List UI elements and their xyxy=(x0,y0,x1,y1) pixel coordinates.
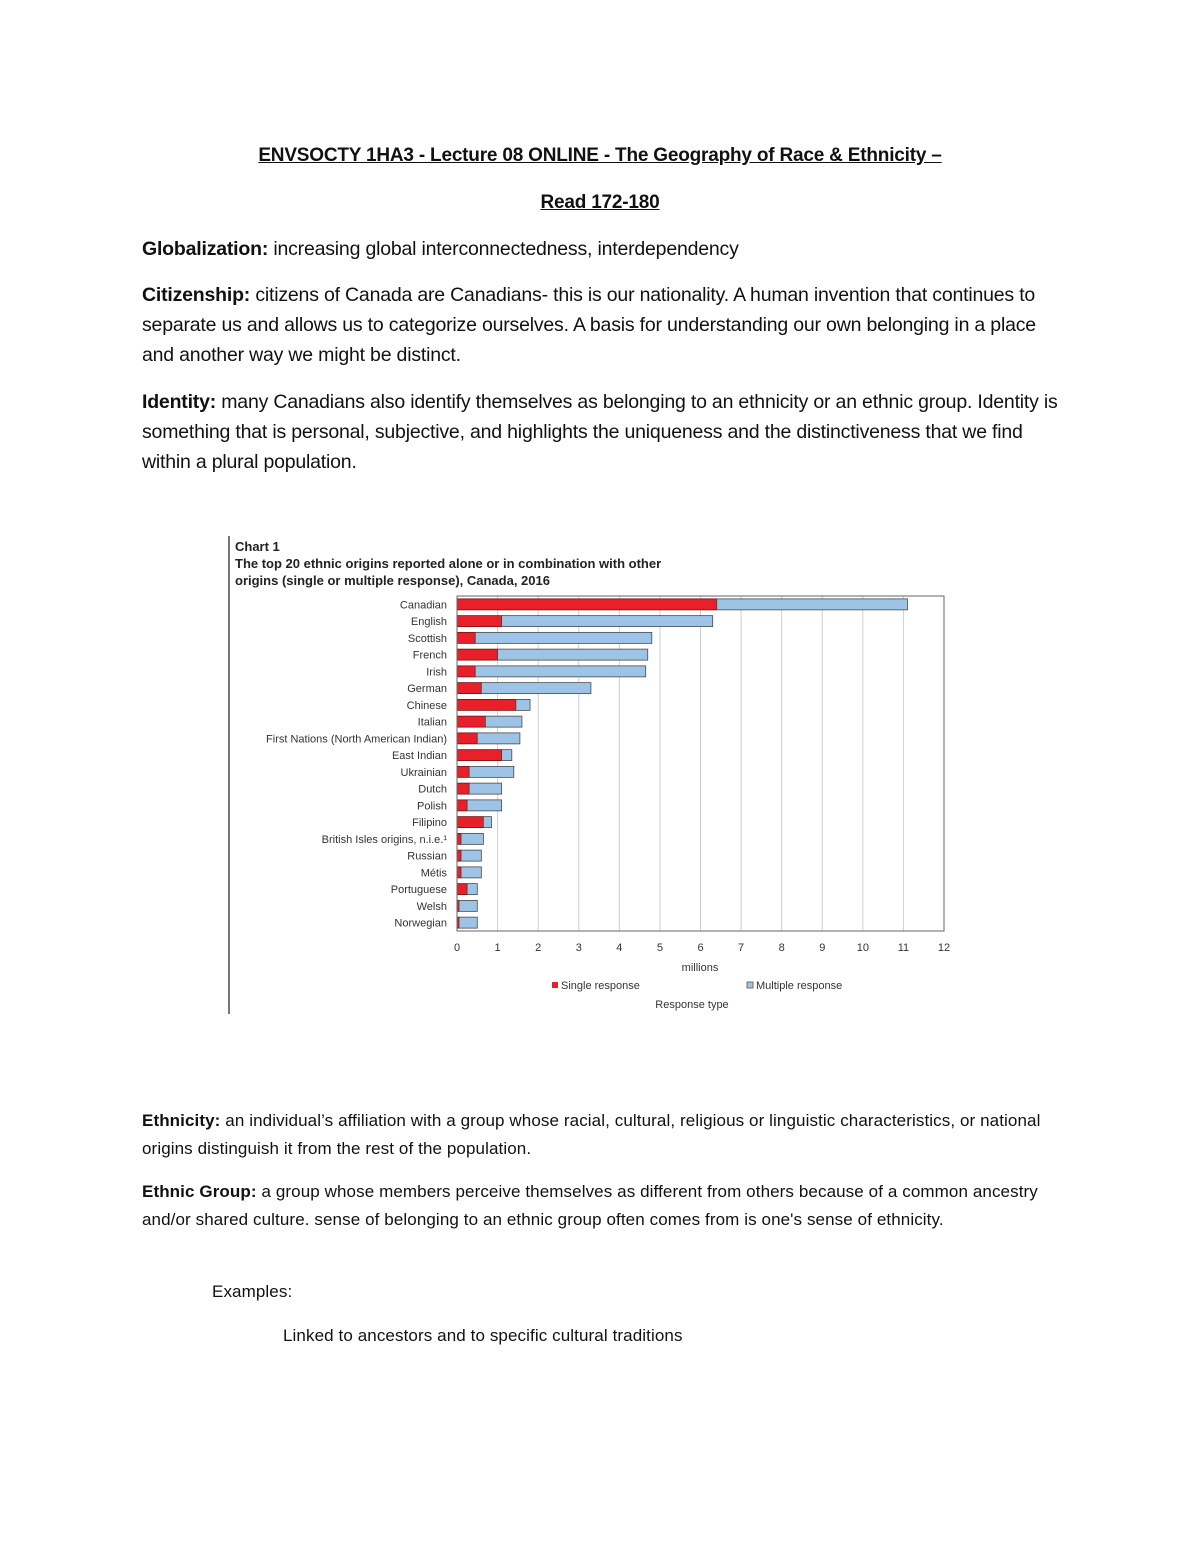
bar-multiple-response xyxy=(467,800,501,811)
bar-multiple-response xyxy=(516,699,530,710)
y-category-label: Scottish xyxy=(407,632,447,645)
bar-multiple-response xyxy=(467,884,477,895)
bar-multiple-response xyxy=(461,850,481,861)
bar-multiple-response xyxy=(469,783,501,794)
x-tick-label: 12 xyxy=(937,942,951,954)
reading-reference: Read 172-180 xyxy=(540,192,660,213)
y-category-label: Italian xyxy=(417,716,447,729)
bar-multiple-response xyxy=(498,649,648,660)
definition-text: many Canadians also identify themselves as belonging to an ethnicity or an ethnic group. Identity is something that is personal, subjective, and highlights the uniqueness and the distinctiveness that we find within a plural population. xyxy=(142,391,1058,473)
y-category-label: Polish xyxy=(417,800,447,813)
definition-text: an individual’s affiliation with a group whose racial, cultural, religious or linguistic characteristics, or national origins distinguish it from the rest of the population. xyxy=(142,1111,1041,1158)
y-category-label: Métis xyxy=(420,867,447,880)
x-tick-label: 4 xyxy=(616,942,623,954)
bar-single-response xyxy=(457,599,717,610)
x-tick-label: 6 xyxy=(697,942,704,954)
y-category-label: Dutch xyxy=(418,783,447,796)
x-tick-label: 9 xyxy=(819,942,826,954)
y-category-label: English xyxy=(410,616,447,629)
x-tick-label: 2 xyxy=(535,942,542,954)
chart-title-line2: origins (single or multiple response), Canada, 2016 xyxy=(235,573,550,588)
bar-multiple-response xyxy=(475,632,652,643)
term-ethnic-group: Ethnic Group: xyxy=(142,1182,257,1201)
term-identity: Identity: xyxy=(142,391,217,413)
bar-single-response xyxy=(457,750,502,761)
examples-label: Examples: xyxy=(212,1282,293,1301)
bar-multiple-response xyxy=(481,683,591,694)
bar-single-response xyxy=(457,699,516,710)
page-title: ENVSOCTY 1HA3 - Lecture 08 ONLINE - The Geography of Race & Ethnicity – xyxy=(258,145,942,166)
y-category-label: First Nations (North American Indian) xyxy=(266,733,447,746)
definition-ethnic-group xyxy=(142,1178,1062,1234)
bar-single-response xyxy=(457,850,461,861)
x-axis-label: millions xyxy=(681,962,719,974)
x-tick-label: 10 xyxy=(856,942,869,954)
bar-multiple-response xyxy=(461,833,483,844)
x-tick-label: 7 xyxy=(738,942,745,954)
bar-single-response xyxy=(457,632,475,643)
bar-multiple-response xyxy=(483,817,491,828)
y-category-label: Irish xyxy=(426,666,447,679)
bar-single-response xyxy=(457,783,469,794)
bar-multiple-response xyxy=(502,616,713,627)
bar-multiple-response xyxy=(461,867,481,878)
bar-single-response xyxy=(457,683,481,694)
bar-multiple-response xyxy=(469,766,514,777)
ethnic-origins-chart xyxy=(230,536,970,1014)
chart-label: Chart 1 xyxy=(235,539,280,554)
bar-single-response xyxy=(457,649,498,660)
bar-multiple-response xyxy=(475,666,645,677)
bar-multiple-response xyxy=(502,750,512,761)
bar-single-response xyxy=(457,616,502,627)
x-tick-label: 0 xyxy=(453,942,461,954)
bar-multiple-response xyxy=(485,716,522,727)
x-tick-label: 11 xyxy=(897,942,910,954)
bar-multiple-response xyxy=(477,733,520,744)
legend-title: Response type xyxy=(655,999,729,1011)
y-category-label: Canadian xyxy=(399,599,447,612)
x-tick-label: 8 xyxy=(778,942,785,954)
bar-single-response xyxy=(457,716,485,727)
bar-single-response xyxy=(457,766,469,777)
bar-multiple-response xyxy=(459,900,477,911)
definition-citizenship xyxy=(142,280,1062,370)
x-tick-label: 3 xyxy=(575,942,582,954)
x-tick-label: 5 xyxy=(656,942,663,954)
bar-single-response xyxy=(457,817,483,828)
y-category-label: Filipino xyxy=(412,817,447,830)
term-globalization: Globalization: xyxy=(142,238,269,260)
bar-single-response xyxy=(457,833,461,844)
y-category-label: Russian xyxy=(407,850,447,863)
legend-label-single: Single response xyxy=(561,980,640,992)
y-category-label: Chinese xyxy=(406,699,447,712)
chart-container xyxy=(228,536,970,1014)
bar-multiple-response xyxy=(459,917,477,928)
y-category-label: French xyxy=(412,649,447,662)
y-category-label: Welsh xyxy=(416,900,447,913)
legend-swatch-single xyxy=(552,982,558,988)
bar-single-response xyxy=(457,867,461,878)
y-category-label: German xyxy=(407,683,447,696)
y-category-label: British Isles origins, n.i.e.¹ xyxy=(321,833,447,846)
bar-single-response xyxy=(457,666,475,677)
y-category-label: Portuguese xyxy=(390,884,447,897)
bar-single-response xyxy=(457,884,467,895)
bar-multiple-response xyxy=(717,599,908,610)
x-tick-label: 1 xyxy=(494,942,501,954)
example-item: Linked to ancestors and to specific cultural traditions xyxy=(283,1326,683,1345)
chart-title-line1: The top 20 ethnic origins reported alone or in combination with other xyxy=(235,556,662,571)
bar-single-response xyxy=(457,800,467,811)
y-category-label: Ukrainian xyxy=(400,766,447,779)
definition-text: citizens of Canada are Canadians- this is our nationality. A human invention that continues to separate us and allows us to categorize ourselves. A basis for understanding our own belonging in a place and another way we might be distinct. xyxy=(142,284,1036,366)
term-ethnicity: Ethnicity: xyxy=(142,1111,221,1130)
term-citizenship: Citizenship: xyxy=(142,284,251,306)
definition-ethnicity xyxy=(142,1107,1062,1163)
definition-text: a group whose members perceive themselves as different from others because of a common ancestry and/or shared culture. sense of belonging to an ethnic group often comes from is one's sense of ethnicity. xyxy=(142,1182,1038,1229)
bar-single-response xyxy=(457,733,477,744)
definition-text: increasing global interconnectedness, interdependency xyxy=(268,238,739,260)
definition-identity xyxy=(142,387,1062,477)
legend-swatch-multiple xyxy=(747,982,753,988)
definition-globalization xyxy=(142,234,1062,264)
y-category-label: East Indian xyxy=(391,750,447,763)
y-category-label: Norwegian xyxy=(394,917,447,930)
legend-label-multiple: Multiple response xyxy=(756,980,843,992)
